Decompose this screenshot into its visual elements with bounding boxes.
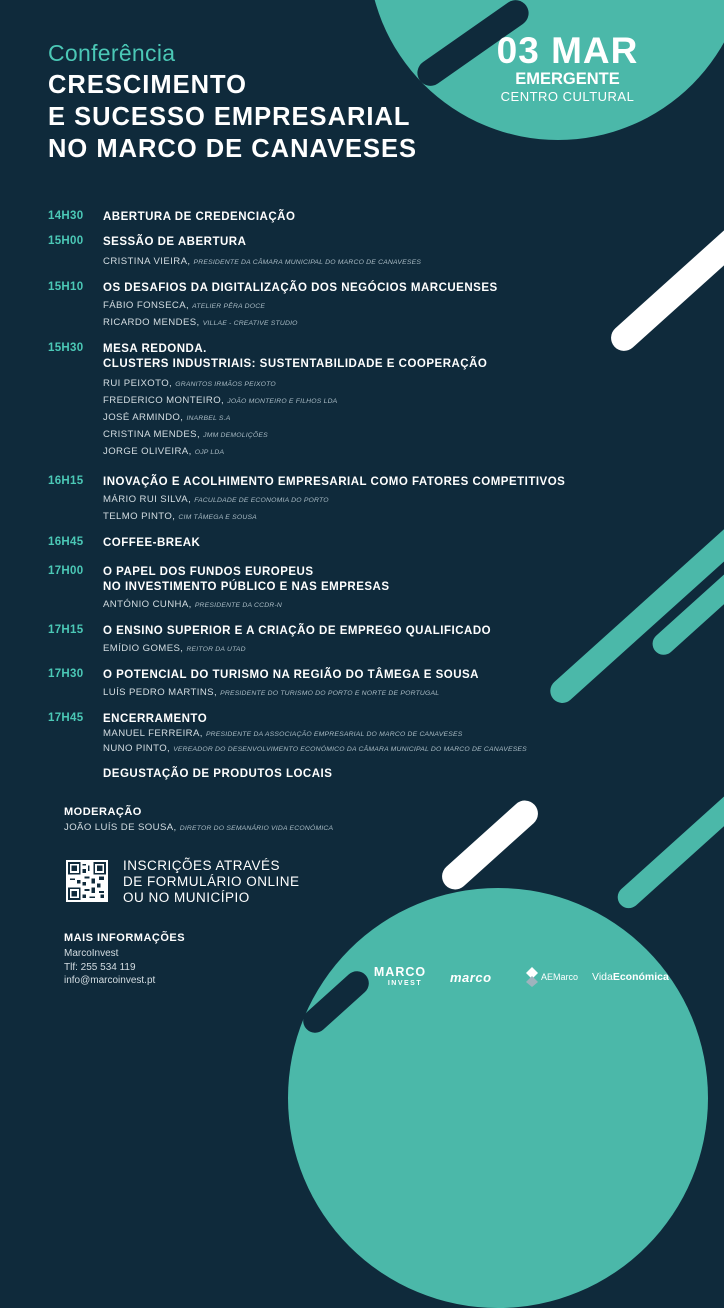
speaker-name: JORGE OLIVEIRA, (103, 446, 192, 457)
speaker-name: JOSÉ ARMINDO, (103, 412, 184, 423)
program-title: CLUSTERS INDUSTRIAIS: SUSTENTABILIDADE E COOPERAÇÃO (103, 358, 488, 370)
speaker-role: PRESIDENTE DA CÂMARA MUNICIPAL DO MARCO DE CANAVESES (193, 259, 422, 266)
program-item (48, 475, 608, 526)
more-info (64, 932, 185, 988)
program-title: O POTENCIAL DO TURISMO NA REGIÃO DO TÂMEGA E SOUSA (103, 669, 479, 681)
speaker-name: ANTÓNIO CUNHA, (103, 599, 192, 610)
program-title: MESA REDONDA. (103, 343, 207, 355)
moderator (64, 820, 333, 837)
program-title: ENCERRAMENTO (103, 713, 208, 725)
program-item (48, 668, 608, 702)
logo-marco: marco (450, 969, 492, 985)
logo-aemarco: AEMarco (526, 962, 578, 992)
conference-kicker: Conferência (48, 40, 176, 66)
program-title: NO INVESTIMENTO PÚBLICO E NAS EMPRESAS (103, 581, 390, 593)
title-line: CRESCIMENTO (48, 71, 247, 99)
speaker-role: PRESIDENTE DA ASSOCIAÇÃO EMPRESARIAL DO MARCO DE CANAVESES (205, 731, 463, 738)
speaker-role: REITOR DA UTAD (186, 646, 246, 653)
speaker (103, 597, 608, 614)
speaker-name: TELMO PINTO, (103, 511, 176, 522)
conference-title (48, 69, 417, 165)
decorative-pill (613, 789, 724, 912)
speaker (103, 315, 608, 332)
speaker-role: GRANITOS IRMÃOS PEIXOTO (175, 381, 276, 388)
speaker (103, 509, 608, 526)
speaker-name: FÁBIO FONSECA, (103, 300, 190, 311)
speaker (103, 410, 608, 427)
registration-line: INSCRIÇÕES ATRAVÉS (123, 858, 281, 873)
program-time: 17H30 (48, 668, 84, 680)
moderator-name: JOÃO LUÍS DE SOUSA, (64, 822, 177, 833)
logo-marcoinvest: MARCO INVEST (373, 965, 427, 987)
speaker-role: OJP LDA (194, 449, 225, 456)
speaker (103, 641, 608, 658)
program-time: 17H00 (48, 565, 84, 577)
program-title: ABERTURA DE CREDENCIAÇÃO (103, 211, 296, 223)
speaker-name: RUI PEIXOTO, (103, 378, 173, 389)
speaker (103, 685, 608, 702)
speaker-name: FREDERICO MONTEIRO, (103, 395, 225, 406)
program-item (48, 712, 608, 757)
speaker (103, 376, 608, 393)
program-time: 15H00 (48, 235, 84, 247)
program-time: 15H30 (48, 342, 84, 354)
decorative-pill (606, 210, 724, 356)
speaker-name: EMÍDIO GOMES, (103, 643, 184, 654)
speaker (103, 444, 608, 461)
event-date: 03 MAR (496, 30, 639, 71)
speaker-name: RICARDO MENDES, (103, 317, 200, 328)
speaker (103, 298, 608, 315)
title-line: NO MARCO DE CANAVESES (48, 135, 418, 163)
header (48, 40, 417, 165)
speaker-role: VEREADOR DO DESENVOLVIMENTO ECONÓMICO DA CÂMARA MUNICIPAL DO MARCO DE CANAVESES (173, 746, 527, 753)
program-item (48, 235, 608, 271)
registration-info (123, 858, 300, 906)
registration-line: OU NO MUNICÍPIO (123, 890, 250, 905)
decorative-pill (437, 795, 544, 895)
speaker-role: PRESIDENTE DA CCDR-N (194, 602, 283, 609)
speaker (103, 742, 608, 757)
more-info-label: MAIS INFORMAÇÕES (64, 932, 186, 944)
program-item (48, 536, 608, 551)
program-item (48, 342, 608, 461)
info-email[interactable]: info@marcoinvest.pt (64, 975, 156, 986)
venue-type: CENTRO CULTURAL (500, 89, 635, 104)
program-title: INOVAÇÃO E ACOLHIMENTO EMPRESARIAL COMO FATORES COMPETITIVOS (103, 476, 566, 488)
speaker-name: CRISTINA VIEIRA, (103, 256, 191, 267)
speaker-name: MÁRIO RUI SILVA, (103, 494, 192, 505)
program-time: 15H10 (48, 281, 84, 293)
moderation (64, 806, 333, 837)
program-time: 16H15 (48, 475, 84, 487)
event-date-box (470, 30, 665, 104)
speaker (103, 427, 608, 444)
speaker-name: NUNO PINTO, (103, 743, 171, 754)
program-title: DEGUSTAÇÃO DE PRODUTOS LOCAIS (103, 768, 333, 780)
program-time (48, 767, 103, 782)
program-time: 14H30 (48, 210, 84, 222)
speaker-name: CRISTINA MENDES, (103, 429, 201, 440)
program-time: 16H45 (48, 536, 84, 548)
program-title: O ENSINO SUPERIOR E A CRIAÇÃO DE EMPREGO QUALIFICADO (103, 625, 492, 637)
program-title: COFFEE-BREAK (103, 537, 201, 549)
speaker-role: CIM TÂMEGA E SOUSA (178, 514, 257, 521)
speaker (103, 492, 608, 509)
registration-line: DE FORMULÁRIO ONLINE (123, 874, 300, 889)
program-item (48, 565, 608, 614)
speaker-role: PRESIDENTE DO TURISMO DO PORTO E NORTE DE PORTUGAL (220, 690, 440, 697)
program-title: SESSÃO DE ABERTURA (103, 236, 247, 248)
speaker (103, 393, 608, 410)
info-organization: MarcoInvest (64, 948, 119, 959)
program-item (48, 281, 608, 332)
speaker-role: JMM DEMOLIÇÕES (203, 432, 268, 439)
program-item (48, 767, 608, 782)
program-list (48, 210, 608, 782)
decorative-circle-bottom (288, 888, 708, 1308)
qr-code-icon[interactable] (66, 860, 108, 902)
logo-vida-economica: Vida Económica (592, 971, 669, 983)
speaker-name: MANUEL FERREIRA, (103, 728, 203, 739)
program-item (48, 210, 608, 225)
program-title: O PAPEL DOS FUNDOS EUROPEUS (103, 566, 314, 578)
moderator-role: DIRETOR DO SEMANÁRIO VIDA ECONÓMICA (179, 825, 334, 832)
speaker-role: INARBEL S.A (186, 415, 231, 422)
program-time: 17H45 (48, 712, 84, 724)
speaker (103, 254, 608, 271)
speaker-role: FACULDADE DE ECONOMIA DO PORTO (194, 497, 329, 504)
speaker (103, 727, 608, 742)
program-title: OS DESAFIOS DA DIGITALIZAÇÃO DOS NEGÓCIOS MARCUENSES (103, 282, 498, 294)
speaker-name: LUÍS PEDRO MARTINS, (103, 687, 218, 698)
speaker-role: ATELIER PÊRA DOCE (192, 303, 266, 310)
program-time: 17H15 (48, 624, 84, 636)
info-phone: Tlf: 255 534 119 (64, 961, 136, 973)
venue-name: EMERGENTE (515, 70, 620, 88)
aemarco-mark-icon (526, 967, 538, 987)
speaker-role: JOÃO MONTEIRO E FILHOS LDA (227, 398, 338, 405)
speaker-role: VILLAE - CREATIVE STUDIO (202, 320, 298, 327)
program-item (48, 624, 608, 658)
title-line: E SUCESSO EMPRESARIAL (48, 103, 411, 131)
moderation-label: MODERAÇÃO (64, 806, 142, 818)
